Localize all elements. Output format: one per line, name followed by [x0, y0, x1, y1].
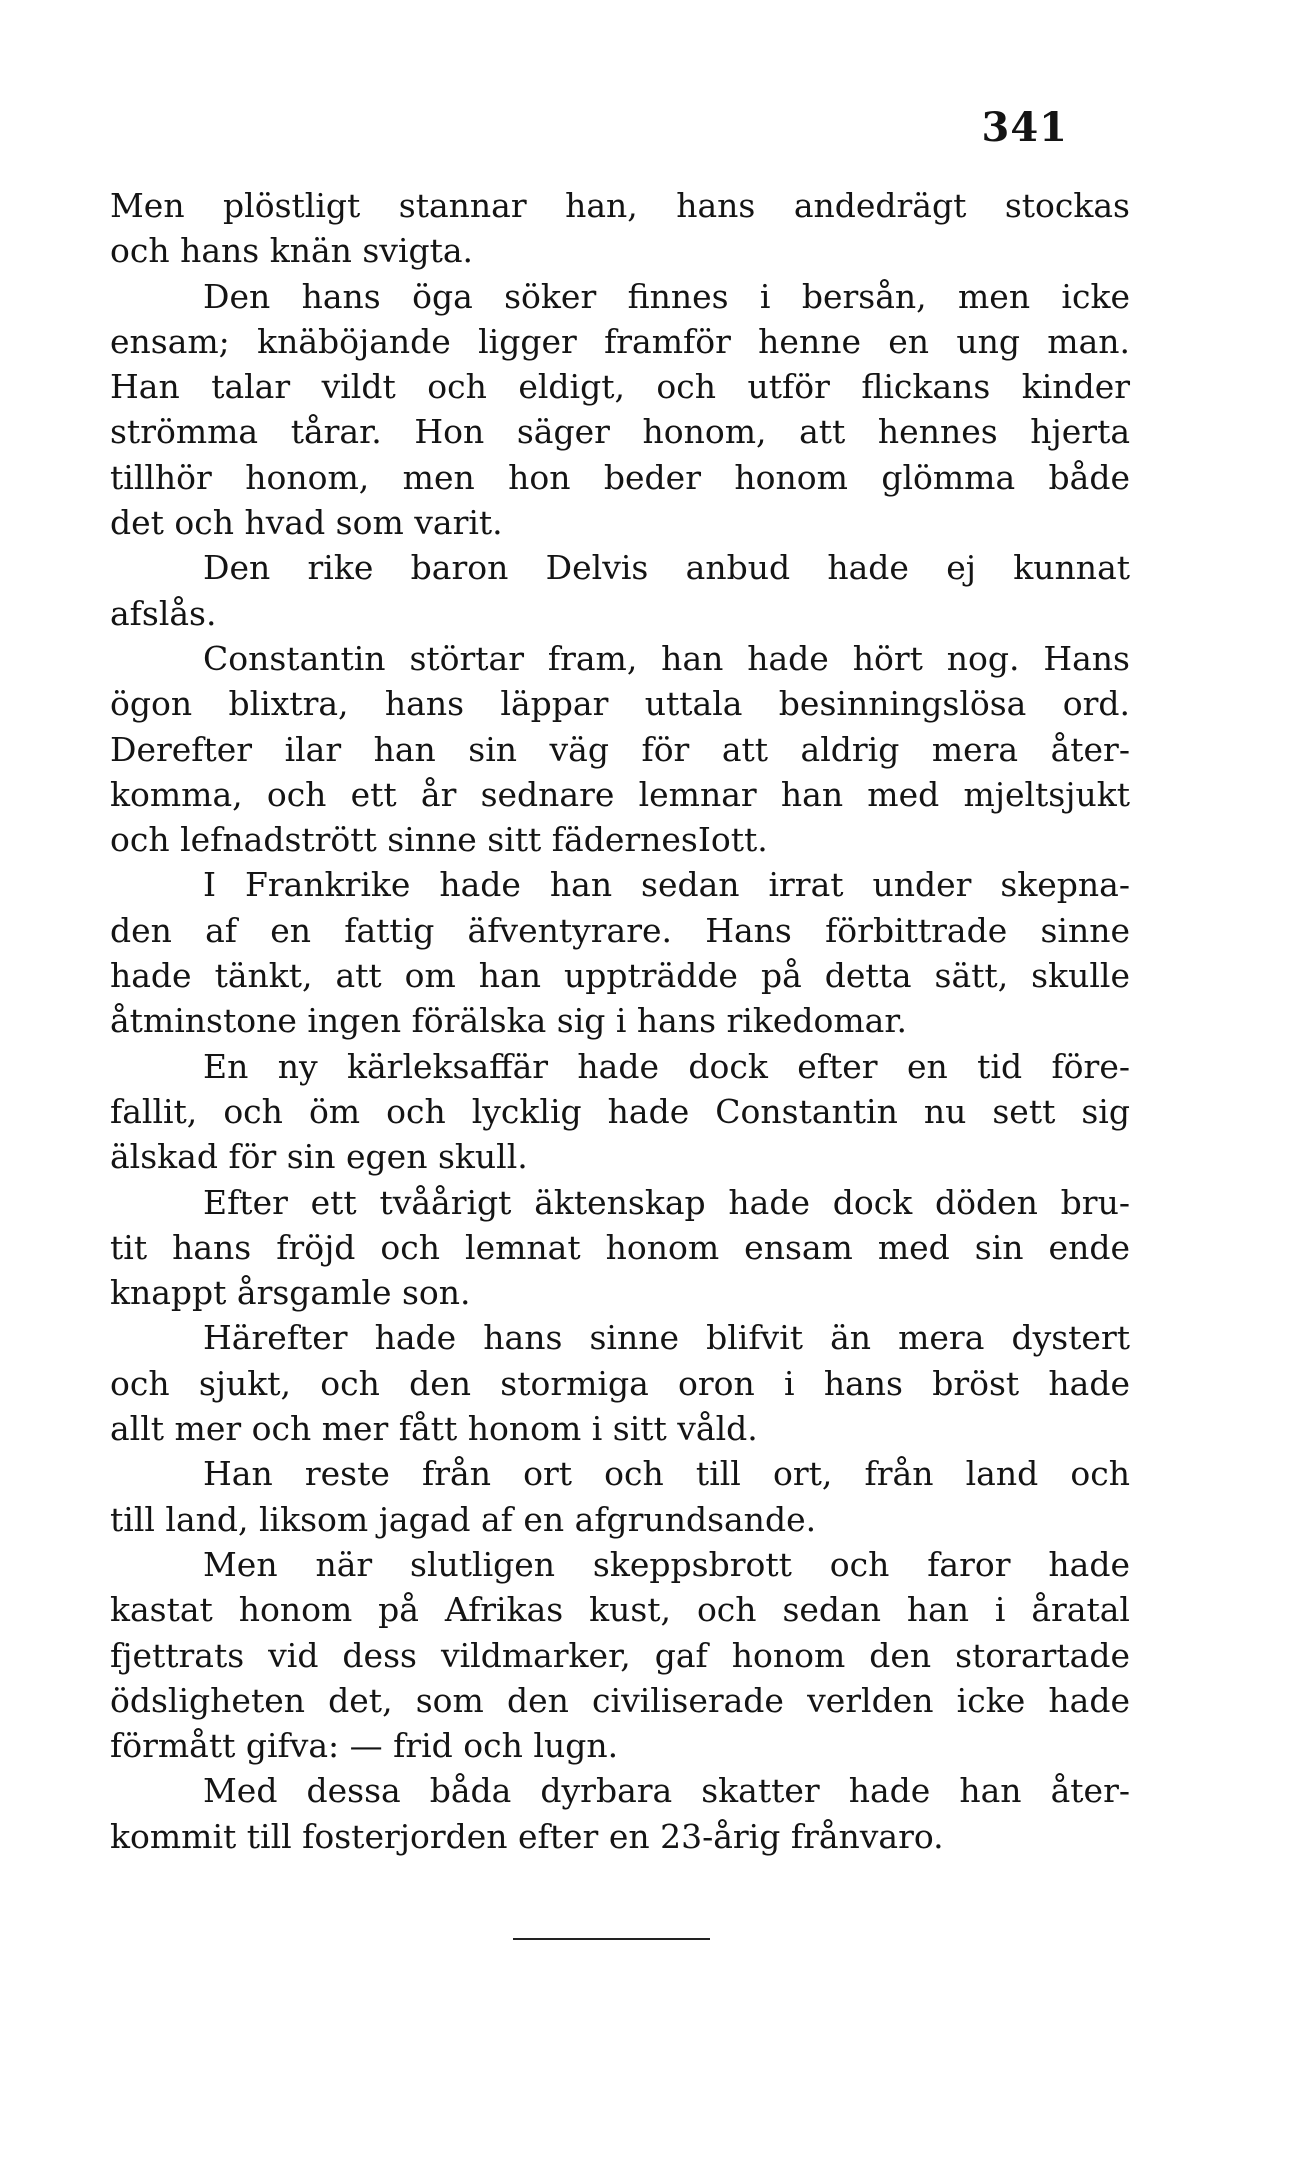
text-line: förmått gifva: — frid och lugn. [110, 1726, 619, 1766]
text-line: tillhör honom, men hon beder honom glömma både [110, 457, 1130, 497]
text-line: fallit, och öm och lycklig hade Constantin nu sett sig [110, 1091, 1130, 1131]
text-line: den af en fattig äfventyrare. Hans förbittrade sinne [110, 910, 1130, 950]
page-number: 341 [981, 104, 1068, 151]
text-line: Han reste från ort och till ort, från land och [203, 1454, 1130, 1494]
end-rule [513, 1938, 710, 1940]
text-line: kastat honom på Afrikas kust, och sedan han i åratal [110, 1590, 1130, 1630]
text-line: I Frankrike hade han sedan irrat under skepna- [203, 865, 1130, 905]
text-line: Härefter hade hans sinne blifvit än mera dystert [203, 1318, 1130, 1358]
text-line: och hans knän svigta. [110, 231, 474, 271]
text-line: Den hans öga söker finnes i bersån, men icke [203, 276, 1130, 316]
text-line: ögon blixtra, hans läppar uttala besinningslösa ord. [110, 684, 1130, 724]
text-line: fjettrats vid dess vildmarker, gaf honom den storartade [110, 1635, 1130, 1675]
text-line: det och hvad som varit. [110, 503, 503, 543]
text-line: och lefnadstrött sinne sitt fädernesIott. [110, 820, 768, 860]
text-line: och sjukt, och den stormiga oron i hans bröst hade [110, 1363, 1130, 1403]
text-line: till land, liksom jagad af en afgrundsande. [110, 1499, 817, 1539]
text-line: En ny kärleksaffär hade dock efter en tid före- [203, 1046, 1130, 1086]
text-line: Med dessa båda dyrbara skatter hade han åter- [203, 1771, 1130, 1811]
text-line: Derefter ilar han sin väg för att aldrig mera åter- [110, 729, 1130, 769]
text-line: ödsligheten det, som den civiliserade verlden icke hade [110, 1680, 1130, 1720]
text-line: Men plöstligt stannar han, hans andedrägt stockas [110, 186, 1130, 225]
text-line: kommit till fosterjorden efter en 23-årig frånvaro. [110, 1816, 944, 1856]
body-text [110, 183, 1130, 1859]
text-line: afslås. [110, 593, 217, 633]
text-line: Den rike baron Delvis anbud hade ej kunnat [203, 548, 1130, 588]
text-line: tit hans fröjd och lemnat honom ensam med sin ende [110, 1227, 1130, 1267]
text-line: strömma tårar. Hon säger honom, att hennes hjerta [110, 412, 1130, 452]
text-line: knappt årsgamle son. [110, 1273, 471, 1313]
text-line: Efter ett tvåårigt äktenskap hade dock döden bru- [203, 1182, 1130, 1222]
text-line: åtminstone ingen förälska sig i hans rikedomar. [110, 1001, 907, 1041]
text-line: hade tänkt, att om han uppträdde på detta sätt, skulle [110, 956, 1130, 996]
text-line: Han talar vildt och eldigt, och utför flickans kinder [110, 367, 1130, 407]
text-line: Constantin störtar fram, han hade hört nog. Hans [203, 638, 1130, 678]
text-line: komma, och ett år sednare lemnar han med mjeltsjukt [110, 774, 1130, 814]
text-line: älskad för sin egen skull. [110, 1137, 528, 1177]
text-line: allt mer och mer fått honom i sitt våld. [110, 1409, 758, 1449]
text-line: ensam; knäböjande ligger framför henne en ung man. [110, 321, 1130, 361]
text-line: Men när slutligen skeppsbrott och faror hade [203, 1544, 1130, 1584]
